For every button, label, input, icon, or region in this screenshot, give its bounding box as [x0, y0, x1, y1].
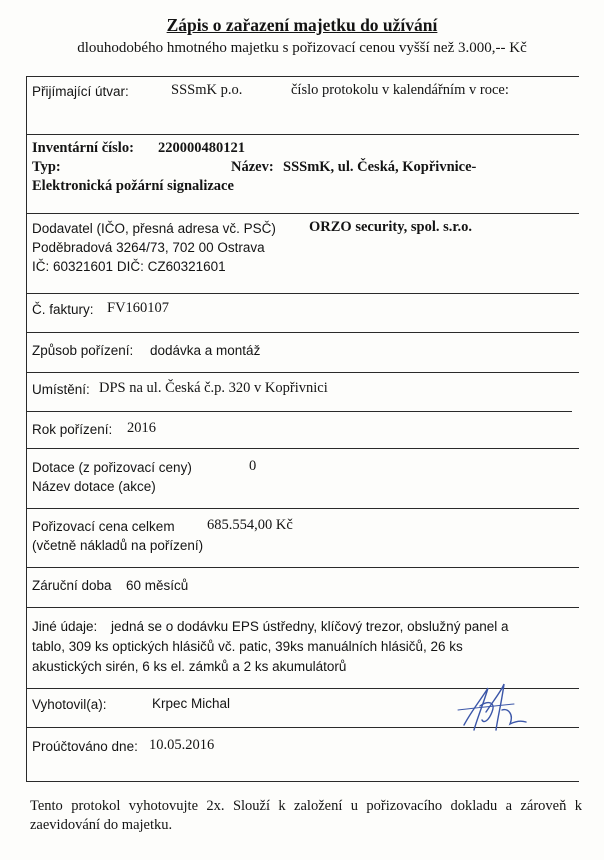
receiver-value: SSSmK p.o.	[171, 82, 243, 98]
supplier-ids: IČ: 60321601 DIČ: CZ60321601	[32, 259, 226, 274]
signature	[444, 680, 544, 740]
protocol-number-label: číslo protokolu v kalendářním v roce:	[291, 82, 509, 98]
rule-warranty	[27, 607, 579, 608]
warranty-value: 60 měsíců	[126, 578, 189, 593]
name-value: SSSmK, ul. Česká, Kopřivnice-	[283, 159, 477, 175]
rule-receiver	[27, 134, 579, 135]
prepared-by-label: Vyhotovil(a):	[32, 697, 107, 712]
name-value-continued: Elektronická požární signalizace	[32, 178, 234, 194]
inventory-number-value: 220000480121	[158, 140, 245, 156]
price-label: Pořizovací cena celkem	[32, 519, 175, 534]
rule-subsidy	[27, 508, 579, 509]
accounted-label: Proúčtováno dne:	[32, 739, 138, 754]
rule-year	[27, 448, 579, 449]
acquisition-method-label: Způsob pořízení:	[32, 343, 134, 358]
protocol-form	[26, 76, 579, 782]
supplier-label: Dodavatel (IČO, přesná adresa vč. PSČ)	[32, 221, 276, 236]
type-label: Typ:	[32, 159, 61, 175]
name-label: Název:	[231, 159, 274, 175]
subsidy-label: Dotace (z pořizovací ceny)	[32, 460, 192, 475]
rule-method	[27, 372, 579, 373]
inventory-number-label: Inventární číslo:	[32, 140, 134, 156]
rule-price	[27, 567, 579, 568]
accounted-date: 10.05.2016	[149, 737, 215, 753]
price-value: 685.554,00 Kč	[207, 517, 293, 533]
supplier-name: ORZO security, spol. s.r.o.	[309, 219, 473, 235]
warranty-label: Záruční doba	[32, 578, 112, 593]
subsidy-name-label: Název dotace (akce)	[32, 479, 156, 494]
rule-top	[27, 76, 579, 77]
rule-invoice	[27, 332, 579, 333]
location-label: Umístění:	[32, 382, 90, 397]
location-value: DPS na ul. Česká č.p. 320 v Kopřivnici	[99, 380, 328, 396]
year-label: Rok pořízení:	[32, 422, 113, 437]
invoice-value: FV160107	[107, 300, 170, 316]
supplier-address: Poděbradová 3264/73, 702 00 Ostrava	[32, 240, 265, 255]
footer-note: Tento protokol vyhotovujte 2x. Slouží k založení u pořizovacího dokladu a zároveň k zaevidování do majetku.	[30, 798, 582, 833]
prepared-by-value: Krpec Michal	[152, 696, 231, 711]
other-line-1: jedná se o dodávku EPS ústředny, klíčový trezor, obslužný panel a	[111, 619, 509, 634]
rule-location	[27, 411, 572, 412]
rule-supplier	[27, 293, 579, 294]
acquisition-method-value: dodávka a montáž	[150, 343, 261, 358]
subsidy-value: 0	[249, 458, 257, 474]
year-value: 2016	[127, 420, 156, 436]
document-subtitle: dlouhodobého hmotného majetku s pořizovací cenou vyšší než 3.000,-- Kč	[77, 40, 527, 56]
rule-bottom	[27, 781, 579, 782]
invoice-label: Č. faktury:	[32, 302, 94, 317]
price-note: (včetně nákladů na pořízení)	[32, 538, 204, 553]
document-title: Zápis o zařazení majetku do užívání	[166, 15, 438, 35]
other-line-3: akustických sirén, 6 ks el. zámků a 2 ks akumulátorů	[32, 659, 347, 674]
other-line-2: tablo, 309 ks optických hlásičů vč. patic, 39ks manuálních hlásičů, 26 ks	[32, 639, 463, 654]
rule-inventory	[27, 213, 579, 214]
other-label: Jiné údaje:	[32, 619, 98, 634]
receiver-label: Přijímající útvar:	[32, 84, 129, 99]
